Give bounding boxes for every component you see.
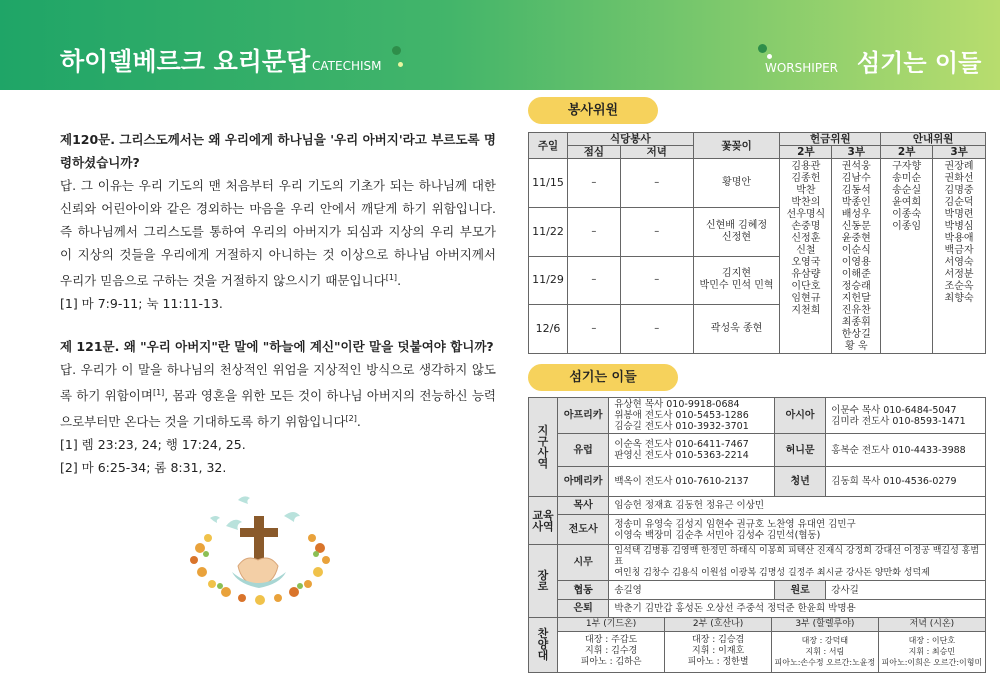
youth-text: 김동희 목사 010-4536-0279 (826, 467, 986, 497)
col-date: 주일 (529, 133, 568, 159)
left-title: 하이델베르크 요리문답 (60, 47, 311, 76)
evangelist-label: 전도사 (558, 515, 609, 545)
col-meal: 식당봉사 (567, 133, 693, 146)
col-offering: 헌금위원 (780, 133, 881, 146)
workers-pill: 섬기는 이들 (528, 364, 678, 391)
table-row (529, 398, 986, 434)
reference-120: [1] 마 7:9-11; 눅 11:11-13. (60, 296, 223, 312)
table-row (529, 434, 986, 467)
europe-text: 이순옥 전도사 010-6411-7467 판영신 전도사 010-5363-2214 (609, 434, 775, 467)
footnote-marker: [2] (345, 414, 357, 424)
pastor-text: 임승헌 정재효 김동헌 정유근 이상민 (609, 497, 986, 515)
reference-121-2: [2] 마 6:25-34; 롬 8:31, 32. (60, 460, 227, 476)
table-row (529, 159, 986, 208)
choir-details: 대장 : 강덕태 지휘 : 서림 피아노:손수정 오르간:노윤정 (772, 632, 879, 672)
choir-label: 찬양대 (529, 618, 558, 673)
footnote-marker: [1] (385, 273, 398, 282)
retired-label: 은퇴 (558, 600, 609, 618)
assoc-elder-label: 협동 (558, 581, 609, 600)
col-usher: 안내위원 (881, 133, 986, 146)
offering-3-list: 권석웅 김남수 김동석 박종인 배성우 신동문 윤중현 이순식 이영용 이해준 정승래 지헌달 진유찬 최종휘 한상길 황 욱 (832, 159, 881, 354)
education-label: 교육사역 (529, 497, 558, 545)
africa-text: 유상현 목사 010-9918-0684 위봉애 전도사 010-5453-1286 김승길 전도사 010-3932-3701 (609, 398, 775, 434)
col-usher-2: 2부 (881, 146, 933, 159)
europe-label: 유럽 (558, 434, 609, 467)
active-elder-text: 임석택 김병룡 김영백 한정민 하태식 이봉희 피택산 진재식 강정희 강대선 이정공 백길성 홍범표 여인칭 김창수 김용식 이원섭 이광복 김명성 길정주 최시균 강사돈 양만화 성덕제 (609, 545, 986, 581)
dot-icon (398, 62, 403, 67)
flower-cell: 김지현 박민수 민석 민혁 (693, 256, 780, 305)
choir-name: 1부 (기드온) (558, 618, 665, 632)
col-offering-3: 3부 (832, 146, 881, 159)
header-banner (0, 0, 1000, 90)
asia-label: 아시아 (774, 398, 825, 434)
choir-name: 2부 (호산나) (665, 618, 772, 632)
flower-cell: 곽성욱 종현 (693, 305, 780, 354)
answer-121: 답. 우리가 이 말을 하나님의 천상적인 위엄을 지상적인 방식으로 생각하지 않도록 하기 위함이며[1], 몸과 영혼을 위한 모든 것이 하나님 아버지의 전능하신 능력으로부터만 온다는 것을 기대하도록 하기 위함입니다[2]. (60, 362, 496, 430)
choir-details: 대장 : 김승겸 지휘 : 이재호 피아노 : 정한별 (665, 632, 772, 672)
right-en-label: WORSHIPER (765, 61, 838, 75)
col-usher-3: 3부 (933, 146, 986, 159)
col-offering-2: 2부 (780, 146, 832, 159)
table-row (529, 497, 986, 515)
cross-wreath-illustration (180, 488, 340, 608)
choir-table (558, 618, 985, 672)
question-121: 제 121문. 왜 "우리 아버지"란 말에 "하늘에 계신"이란 말을 덧붙여야 합니까? (60, 339, 494, 355)
elder-label: 장로 (529, 545, 558, 618)
service-committee-pill: 봉사위원 (528, 97, 658, 124)
table-row (529, 581, 986, 600)
active-elder-label: 시무 (558, 545, 609, 581)
dinner-cell: – (620, 159, 693, 208)
youth-label: 청년 (774, 467, 825, 497)
date-cell: 11/29 (529, 256, 568, 305)
dinner-cell: – (620, 305, 693, 354)
choir-details: 대장 : 주갑도 지휘 : 김수경 피아노 : 김하은 (558, 632, 665, 672)
heomun-text: 홍복순 전도사 010-4433-3988 (826, 434, 986, 467)
dinner-cell: – (620, 207, 693, 256)
emeritus-label: 원로 (774, 581, 825, 600)
usher-3-list: 권장례 권화선 김명중 김순덕 박명련 박병심 박용애 백금자 서영숙 서정분 조순옥 최향숙 (933, 159, 986, 354)
date-cell: 11/15 (529, 159, 568, 208)
footnote-marker: [1] (152, 388, 165, 398)
flower-cell: 황명안 (693, 159, 780, 208)
dot-icon (758, 44, 767, 53)
emeritus-text: 강사길 (826, 581, 986, 600)
dinner-cell: – (620, 256, 693, 305)
assoc-elder-text: 송길영 (609, 581, 775, 600)
dot-icon (767, 54, 772, 59)
heomun-label: 허니문 (774, 434, 825, 467)
table-row (529, 467, 986, 497)
usher-2-list: 구자향 송미순 송순실 윤여희 이종숙 이종임 (881, 159, 933, 354)
reference-121-1: [1] 렘 23:23, 24; 행 17:24, 25. (60, 437, 246, 453)
choir-details: 대장 : 이단호 지휘 : 최승민 피아노:이희은 오르간:이형미 (878, 632, 985, 672)
lunch-cell: – (567, 159, 620, 208)
missions-label: 지구사역 (529, 398, 558, 497)
col-lunch: 점심 (567, 146, 620, 159)
africa-label: 아프리카 (558, 398, 609, 434)
table-row (529, 515, 986, 545)
lunch-cell: – (567, 256, 620, 305)
america-text: 백옥이 전도사 010-7610-2137 (609, 467, 775, 497)
right-title: 섬기는 이들 (857, 49, 982, 77)
table-row (529, 545, 986, 581)
workers-table (528, 397, 986, 673)
left-en-label: CATECHISM (312, 59, 382, 73)
date-cell: 12/6 (529, 305, 568, 354)
lunch-cell: – (567, 305, 620, 354)
lunch-cell: – (567, 207, 620, 256)
choir-name: 3부 (할렐루야) (772, 618, 879, 632)
answer-120: 답. 그 이유는 우리 기도의 맨 처음부터 우리 기도의 기초가 되는 하나님께 대한 신뢰와 어린아이와 같은 경외하는 마음을 우리 안에서 깨닫게 하기 위함입니다. 즉 하나님께서 그리스도를 통하여 우리의 아버지가 되심과 지상의 우리 부모가 이 지상의 것들을 우리에게 거절하지 아니하는 것 이상으로 하나님 아버지께서 우리가 믿음으로 구하는 것을 거절하지 않으시기 때문입니다[1]. (60, 178, 496, 289)
offering-2-list: 김용관 김종헌 박찬 박찬의 선우명식 손중명 신정훈 신철 오영국 유삼량 이단호 임현규 지천희 (780, 159, 832, 354)
choir-name: 저녁 (시온) (878, 618, 985, 632)
table-row (529, 600, 986, 618)
date-cell: 11/22 (529, 207, 568, 256)
catechism-section (60, 128, 496, 479)
america-label: 아메리카 (558, 467, 609, 497)
dot-icon (392, 46, 401, 55)
col-dinner: 저녁 (620, 146, 693, 159)
evangelist-text: 정송미 유영숙 김성지 임현수 권규호 노찬영 유대연 김민구 이영숙 백장미 김순추 서민아 김성수 김민석(협동) (609, 515, 986, 545)
service-committee-table (528, 132, 986, 354)
asia-text: 이문수 목사 010-6484-5047 김미라 전도사 010-8593-1471 (826, 398, 986, 434)
table-row (529, 618, 986, 673)
pastor-label: 목사 (558, 497, 609, 515)
question-120: 제120문. 그리스도께서는 왜 우리에게 하나님을 '우리 아버지'라고 부르도록 명령하셨습니까? (60, 132, 496, 170)
col-flower: 꽃꽂이 (693, 133, 780, 159)
retired-text: 박춘기 김만갑 홍성돈 오상선 주중석 정덕준 한윤희 박명용 (609, 600, 986, 618)
flower-cell: 신현배 김혜정 신정현 (693, 207, 780, 256)
